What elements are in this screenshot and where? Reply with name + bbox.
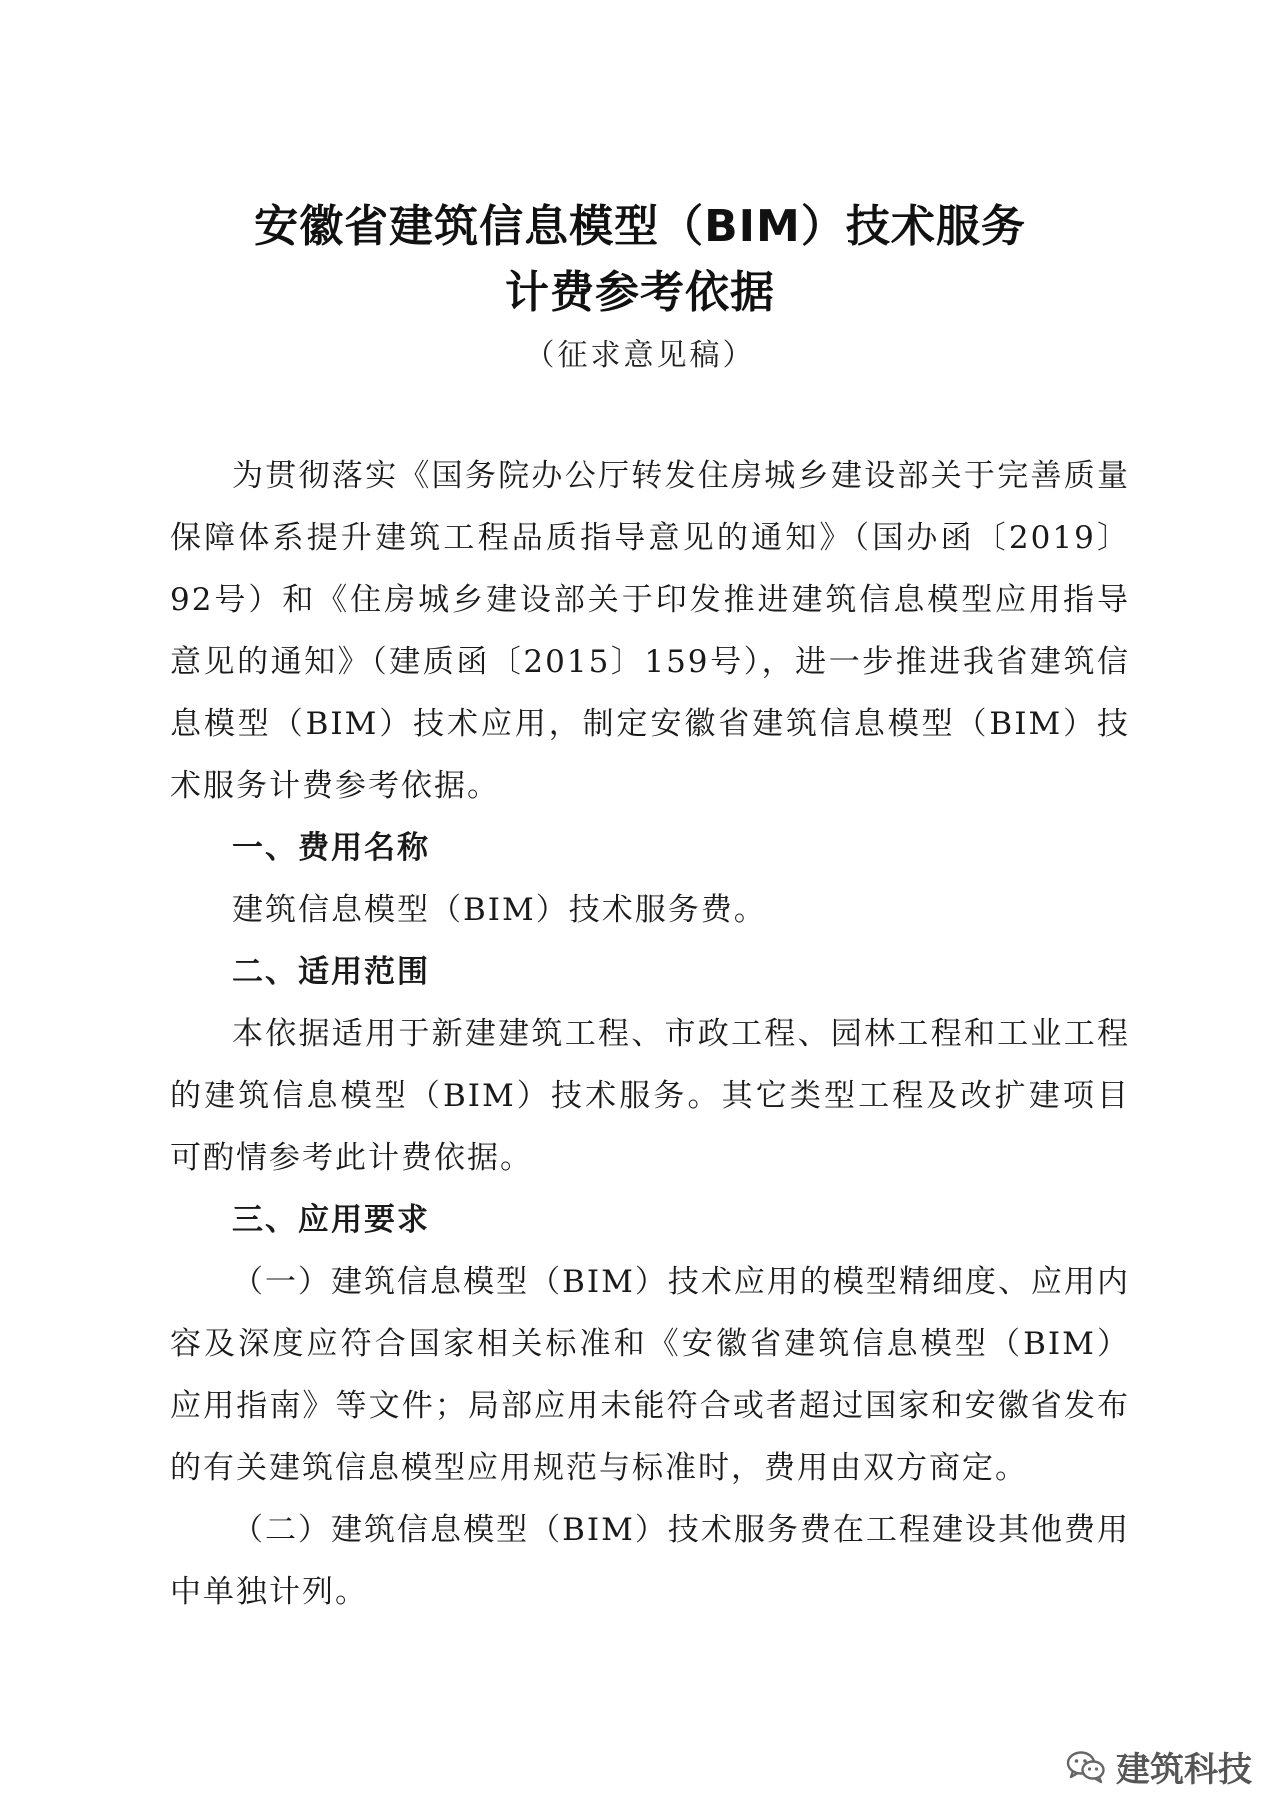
- section-paragraph: （一）建筑信息模型（BIM）技术应用的模型精细度、应用内容及深度应符合国家相关标准和《安徽省建筑信息模型（BIM）应用指南》等文件；局部应用未能符合或者超过国家和安徽省发布的有关建筑信息模型应用规范与标准时，费用由双方商定。: [170, 1264, 1130, 1486]
- intro-paragraph: 为贯彻落实《国务院办公厅转发住房城乡建设部关于完善质量保障体系提升建筑工程品质指导意见的通知》（国办函〔2019〕92号）和《住房城乡建设部关于印发推进建筑信息模型应用指导意见的通知》（建质函〔2015〕159号），进一步推进我省建筑信息模型（BIM）技术应用，制定安徽省建筑信息模型（BIM）技术服务计费参考依据。: [170, 458, 1130, 804]
- section-heading-scope: 二、适用范围: [232, 954, 430, 990]
- wechat-icon: [1066, 1750, 1106, 1784]
- document-title-line-2: 计费参考依据: [505, 267, 775, 318]
- section-paragraph: 本依据适用于新建建筑工程、市政工程、园林工程和工业工程的建筑信息模型（BIM）技术服务。其它类型工程及改扩建项目可酌情参考此计费依据。: [170, 1016, 1130, 1176]
- section-heading-fee-name: 一、费用名称: [232, 830, 430, 866]
- section-paragraph: 建筑信息模型（BIM）技术服务费。: [232, 892, 767, 928]
- section-heading-requirements: 三、应用要求: [232, 1202, 430, 1238]
- watermark: [1066, 1742, 1252, 1791]
- section-paragraph: （二）建筑信息模型（BIM）技术服务费在工程建设其他费用中单独计列。: [170, 1512, 1130, 1610]
- document-title-line-1: 安徽省建筑信息模型（BIM）技术服务: [254, 201, 1026, 252]
- watermark-label: 建筑科技: [1116, 1750, 1252, 1790]
- document-subtitle: （征求意见稿）: [524, 338, 756, 373]
- document-body: [170, 445, 1130, 1623]
